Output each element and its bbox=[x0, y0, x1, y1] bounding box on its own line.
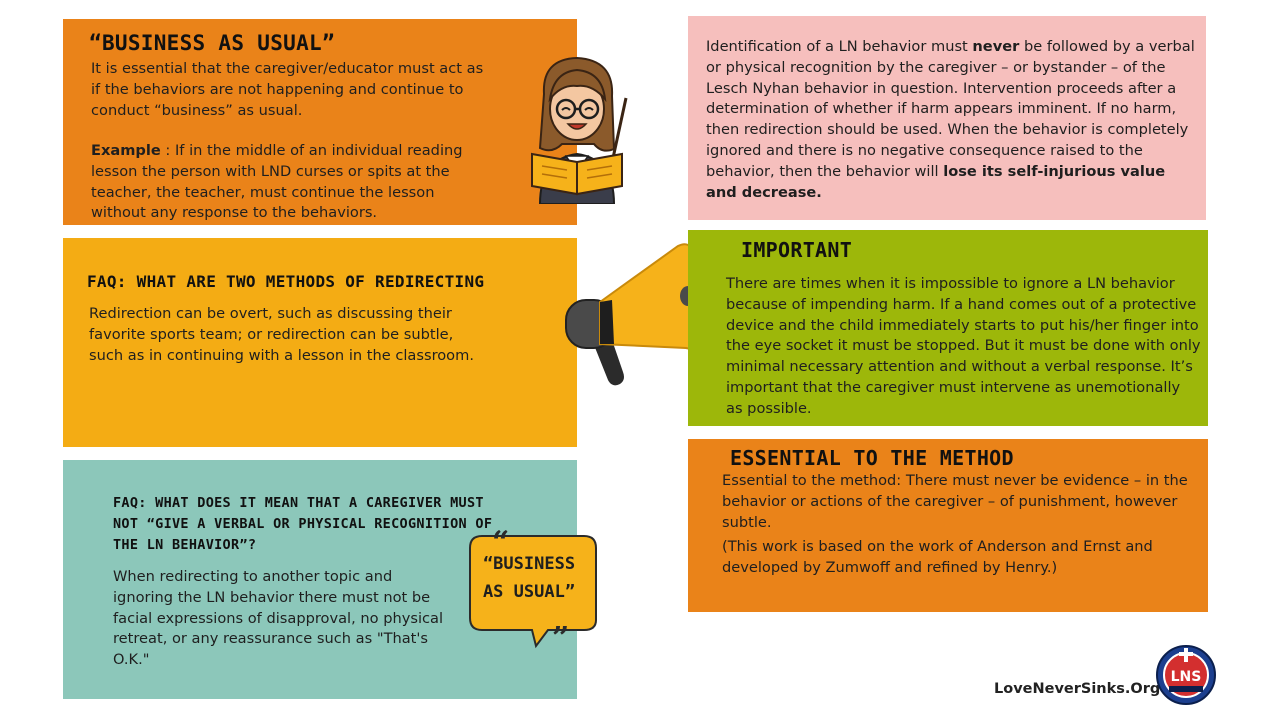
business-as-usual-title: “BUSINESS AS USUAL” bbox=[89, 31, 335, 55]
important-text: There are times when it is impossible to ignore a LN behavior because of impending harm. If a hand comes out of a protective device and the child immediately starts to put his/her finger into the eye socket it must be stopped. But it must be done with only minimal necessary attention and without a verbal response. It’s important that the caregiver must intervene as unemotionally as possible. bbox=[726, 275, 1201, 417]
teacher-illustration bbox=[522, 54, 632, 204]
identification-text-a: Identification of a LN behavior must bbox=[706, 38, 973, 55]
identification-card bbox=[688, 16, 1206, 220]
quote-bubble-line2: AS USUAL” bbox=[482, 582, 576, 602]
faq-recognition-title: FAQ: WHAT DOES IT MEAN THAT A CAREGIVER MUST NOT “GIVE A VERBAL OR PHYSICAL RECOGNITION OF THE LN BEHAVIOR”? bbox=[113, 495, 493, 553]
identification-bold-never: never bbox=[972, 38, 1020, 55]
website-link[interactable]: LoveNeverSinks.Org bbox=[994, 681, 1161, 697]
faq-redirecting-text: Redirection can be overt, such as discussing their favorite sports team; or redirection can be subtle, such as in continuing with a lesson in the classroom. bbox=[89, 305, 474, 364]
important-title: IMPORTANT bbox=[741, 238, 853, 262]
lns-logo bbox=[1155, 644, 1217, 706]
faq-redirecting-title: FAQ: WHAT ARE TWO METHODS OF REDIRECTING bbox=[87, 272, 485, 291]
svg-text:”: ” bbox=[552, 621, 570, 652]
svg-text:“: “ bbox=[492, 530, 510, 560]
quote-bubble-icon bbox=[466, 530, 600, 652]
faq-recognition-text: When redirecting to another topic and ignoring the LN behavior there must not be facial expressions of disapproval, no physical retreat, or any reassurance such as "That's O.K." bbox=[113, 568, 444, 669]
logo-text: LNS bbox=[1170, 669, 1202, 685]
example-label: Example bbox=[91, 142, 161, 159]
faq-redirecting-card bbox=[63, 238, 577, 447]
business-as-usual-card bbox=[63, 19, 577, 225]
quote-bubble-text bbox=[466, 550, 592, 606]
example-text: : If in the middle of an individual reading lesson the person with LND curses or spits at the teacher, the teacher, must continue the lesson without any response to the behaviors. bbox=[91, 142, 463, 222]
essential-text: Essential to the method: There must never be evidence – in the behavior or actions of the caregiver – of punishment, however subtle. bbox=[722, 472, 1188, 531]
identification-text-b: be followed by a verbal or physical recognition by the caregiver – or bystander – of the Lesch Nyhan behavior in question. Intervention proceeds after a determination of whether if harm appears imminent. If no harm, then redirection should be used. When the behavior is completely ignored and there is no negative consequence raised to the behavior, then the behavior will bbox=[706, 38, 1195, 180]
identification-text bbox=[706, 37, 1196, 203]
important-card bbox=[688, 230, 1208, 426]
essential-title: ESSENTIAL TO THE METHOD bbox=[730, 446, 1014, 470]
essential-credit: (This work is based on the work of Anderson and Ernst and developed by Zumwoff and refined by Henry.) bbox=[722, 538, 1153, 576]
business-as-usual-text: It is essential that the caregiver/educator must act as if the behaviors are not happening and continue to conduct “business” as usual. bbox=[91, 60, 484, 119]
essential-card bbox=[688, 439, 1208, 612]
quote-bubble-line1: “BUSINESS bbox=[482, 554, 576, 574]
identification-bold-decrease: lose its self-injurious value and decrease. bbox=[706, 162, 1166, 201]
business-as-usual-example bbox=[91, 141, 471, 224]
